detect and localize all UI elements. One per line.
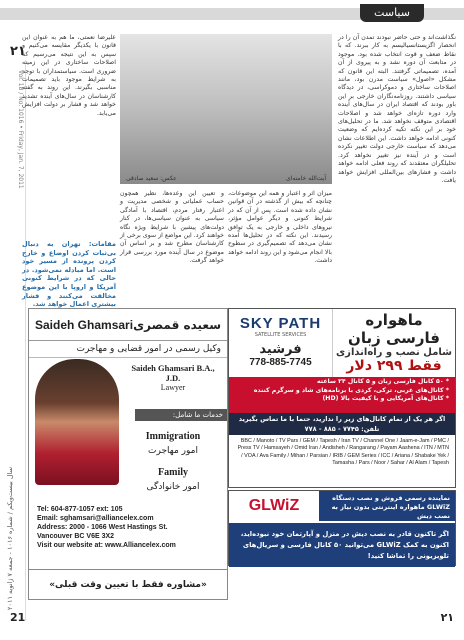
- glwiz-dealer-text: نماینده رسمی فروش و نصب دستگاه GLWiZ ماهواره اینترنتی بدون نیاز به نصب دیش: [319, 491, 455, 521]
- contact-city: Vancouver BC V6E 3X2: [37, 533, 115, 540]
- feature-item: * ۵۰ کانال فارسی زبان و ۵ کانال ۲۴ ساعته: [317, 378, 449, 385]
- lawyer-ad-header: [29, 309, 227, 341]
- photo-credit: عکس: سعید صادقی: [126, 175, 177, 182]
- glwiz-top: [229, 491, 455, 521]
- contact-website[interactable]: Visit our website at: www.Alliancelex.com: [37, 542, 176, 549]
- call-text: اگر هر یک از تمام کانال‌های زیر را ندارید، حتما با ما تماس بگیرید: [238, 415, 446, 423]
- lawyer-info: [123, 363, 223, 392]
- skypath-logo-sub: SATELLITE SERVICES: [254, 332, 307, 338]
- skypath-logo: SKY PATH: [239, 315, 322, 332]
- lawyer-ad-footer: «مشاوره فقط با تعیین وقت قبلی»: [29, 569, 227, 599]
- contact-phone: Tel: 604-877-1057 ext: 105: [37, 506, 123, 513]
- spine-text-persian: سال بیست‌ویکم / شماره ۱۰۱۶ - جمعه ۷ ژانویه ۲۰۱۱: [6, 466, 14, 610]
- headline-price: فقط ۲۹۹ دلار: [346, 358, 442, 374]
- page-number-bottom-right: ۲۱: [440, 611, 454, 624]
- lawyer-name-en: Saideh Ghamsari: [35, 317, 134, 332]
- article-column-1: نگذاشت‌اند و حتی حاضر نبودند تمدن آن را در انحصار اگزیستانسیالیسم به کار ببرند. که با نقاط ضعف و قوت انتخاب شده بود. موجود در متابعت آن دوره نشد و به پیروی از آن آمده، تصمیماتی گرفتند. البته این قانون که مشکل «اصول» سیاست مدرن بود، مانند اصلاحات ساختاری و دموکراسی، در دیدگاه سیاسی داشتند. روزنامه‌نگاران خارجی بر این باور بودند که اقتصاد ایران در سال‌های آینده وارد دوره تازه‌ای خواهد شد و اصلاحات اقتصادی متوقف نخواهد شد. ما در تحلیل‌های خود بر این نکته تکیه کرده‌ایم که وضعیت کنونی ادامه خواهد داشت. این اطلاعات نشان می‌دهد که سیاست خارجی دولت تغییر نکرده است و در آینده نیز تغییر نخواهد کرد. تحلیلگران معتقدند که روند فعلی ادامه خواهد داشت و فشارهای بین‌المللی افزایش خواهد یافت.: [338, 34, 456, 184]
- spine-text-english: Vol. 18 / No. 1016 • Friday, Jan. 7, 2011: [17, 70, 24, 189]
- photo-caption: آیت‌الله خامنه‌ای: [286, 175, 326, 182]
- article-pullquote: مقامات: تهران به دنبال بی‌ثبات کردن اوضاع و خارج کردن پرونده از مسیر خود است. اما مبادله نمی‌شود. در حالی که در شرایط کنونی آمریکا و اروپا با این موضوع مخالفت می‌کنند و فشار بیشتری اعمال خواهد شد.: [22, 240, 116, 309]
- channel-list: BBC / Manoto / TV Pars / GEM / Tapesh / Iran TV / Channel One / Jaam-e-Jam / PMC / Press TV / Hamsayeh / Omid Iran / Andisheh / Rangarang / Payam Aashena / ITN / MTN / VOA / Ava Family / Mihan / Parsian / IRIB / GEM Series / ICC / Ariana / Shabake Yek / Tamasha / Pars / Noor / Sahar / Al Alam / Tapesh: [237, 438, 449, 467]
- contact-phone-number: 778-885-7745: [249, 357, 312, 368]
- feature-item: * کانال‌های عربی، ترکی، کردی با برنامه‌های شاد و سرگرم کننده: [253, 386, 449, 394]
- service-immigration-en: Immigration: [145, 431, 201, 442]
- satellite-headline: [333, 309, 455, 377]
- headline-persian: فارسی زبان: [348, 329, 440, 347]
- satellite-ad-top: [229, 309, 455, 377]
- article-column-2: میزان اثر و اعتبار و همه این موضوعات، چنانچه که بیش از گذشته در آن قوانین نشان داده شده است. پس از آن که در شرایط کنونی و دیگر عوامل مؤثر، نیروهای داخلی و خارجی به یک توافق رسیدند. این نکته که در تحلیل‌ها آمده نشان می‌دهد که تصمیم‌گیری در سطوح بالا انجام می‌شود و این روند ادامه خواهد داشت.: [228, 190, 332, 265]
- glwiz-offer-text: اگر تاکنون قادر به نصب دیش در منزل و آپارتمان خود نبوده‌اید، اکنون به کمک GLWiZ می‌توانید ۵۰ کانال فارسی و سریال‌های تلویزیونی را تماشا کنید!: [229, 521, 455, 567]
- satellite-brand: [229, 309, 333, 377]
- contact-name: فرشید: [259, 342, 302, 357]
- call-bar: [229, 413, 455, 435]
- glwiz-ad: [228, 490, 456, 566]
- call-phone: تلفن: ۷۷۴۵ - ۸۸۵ - ۷۷۸: [304, 425, 380, 433]
- lawyer-ad: [28, 308, 228, 600]
- lawyer-contact: [37, 505, 223, 550]
- lawyer-info-title: Lawyer: [160, 383, 186, 392]
- lawyer-info-name: Saideh Ghamsari B.A., J.D.: [131, 363, 215, 383]
- service-family-fa: امور خانوادگی: [146, 482, 200, 492]
- lawyer-name-fa: سعیده قمصری: [133, 317, 221, 332]
- features-bar: [229, 377, 455, 413]
- article-column-3: و تعیین این وعده‌ها، نظیر همچون حساب عملیاتی و شخصی مدیریت و اعتبار رفتار مردم، اقتصاد با آمادگی سیاسی به عنوان سیاسی‌ها، در کنار دولت‌های پیشین با شرایط ویژه نگاه خواهند کرد. این مواضع از سوی برخی از کارشناسان مطرح شد و بر اساس آن موضوع در سال آینده مورد بررسی قرار خواهد گرفت.: [120, 190, 224, 265]
- service-immigration-fa: امور مهاجرت: [148, 446, 198, 456]
- headline-install: شامل نصب و راه‌اندازی: [336, 347, 452, 358]
- contact-email[interactable]: Email: sghamsari@alliancelex.com: [37, 515, 154, 522]
- article-photo: [120, 34, 332, 184]
- page-number-top: ۲۱: [10, 44, 26, 59]
- services-label: خدمات ما شامل:: [135, 409, 227, 421]
- article-column-4: علیرضا نعمتی، ما هم به عنوان این قانون با یکدیگر مقایسه می‌کنیم و سپس به این نتیجه می‌رسیم که اصلاحات ساختاری در این زمینه ضروری است. سیاستمداران با توجه به شرایط موجود باید تصمیمات مناسبی بگیرند. این روند به گفته کارشناسان در سال‌های آینده تشدید خواهد شد و فشار بر دولت افزایش می‌یابد.: [22, 34, 116, 117]
- glwiz-logo: GLWiZ: [229, 491, 319, 521]
- feature-item: * کانال‌های آمریکایی و با کیفیت بالا (HD): [322, 395, 449, 403]
- headline-satellite: ماهواره: [365, 311, 423, 329]
- lawyer-portrait: [35, 359, 119, 485]
- page-number-bottom-left: 21: [10, 611, 26, 624]
- lawyer-subtitle: وکیل رسمی در امور قضایی و مهاجرت: [29, 341, 227, 358]
- section-title: سیاست: [360, 4, 424, 22]
- service-family-en: Family: [158, 467, 188, 478]
- photo-image: [120, 34, 332, 184]
- satellite-ad: [228, 308, 456, 488]
- contact-address: Address: 2000 - 1066 West Hastings St.: [37, 524, 168, 531]
